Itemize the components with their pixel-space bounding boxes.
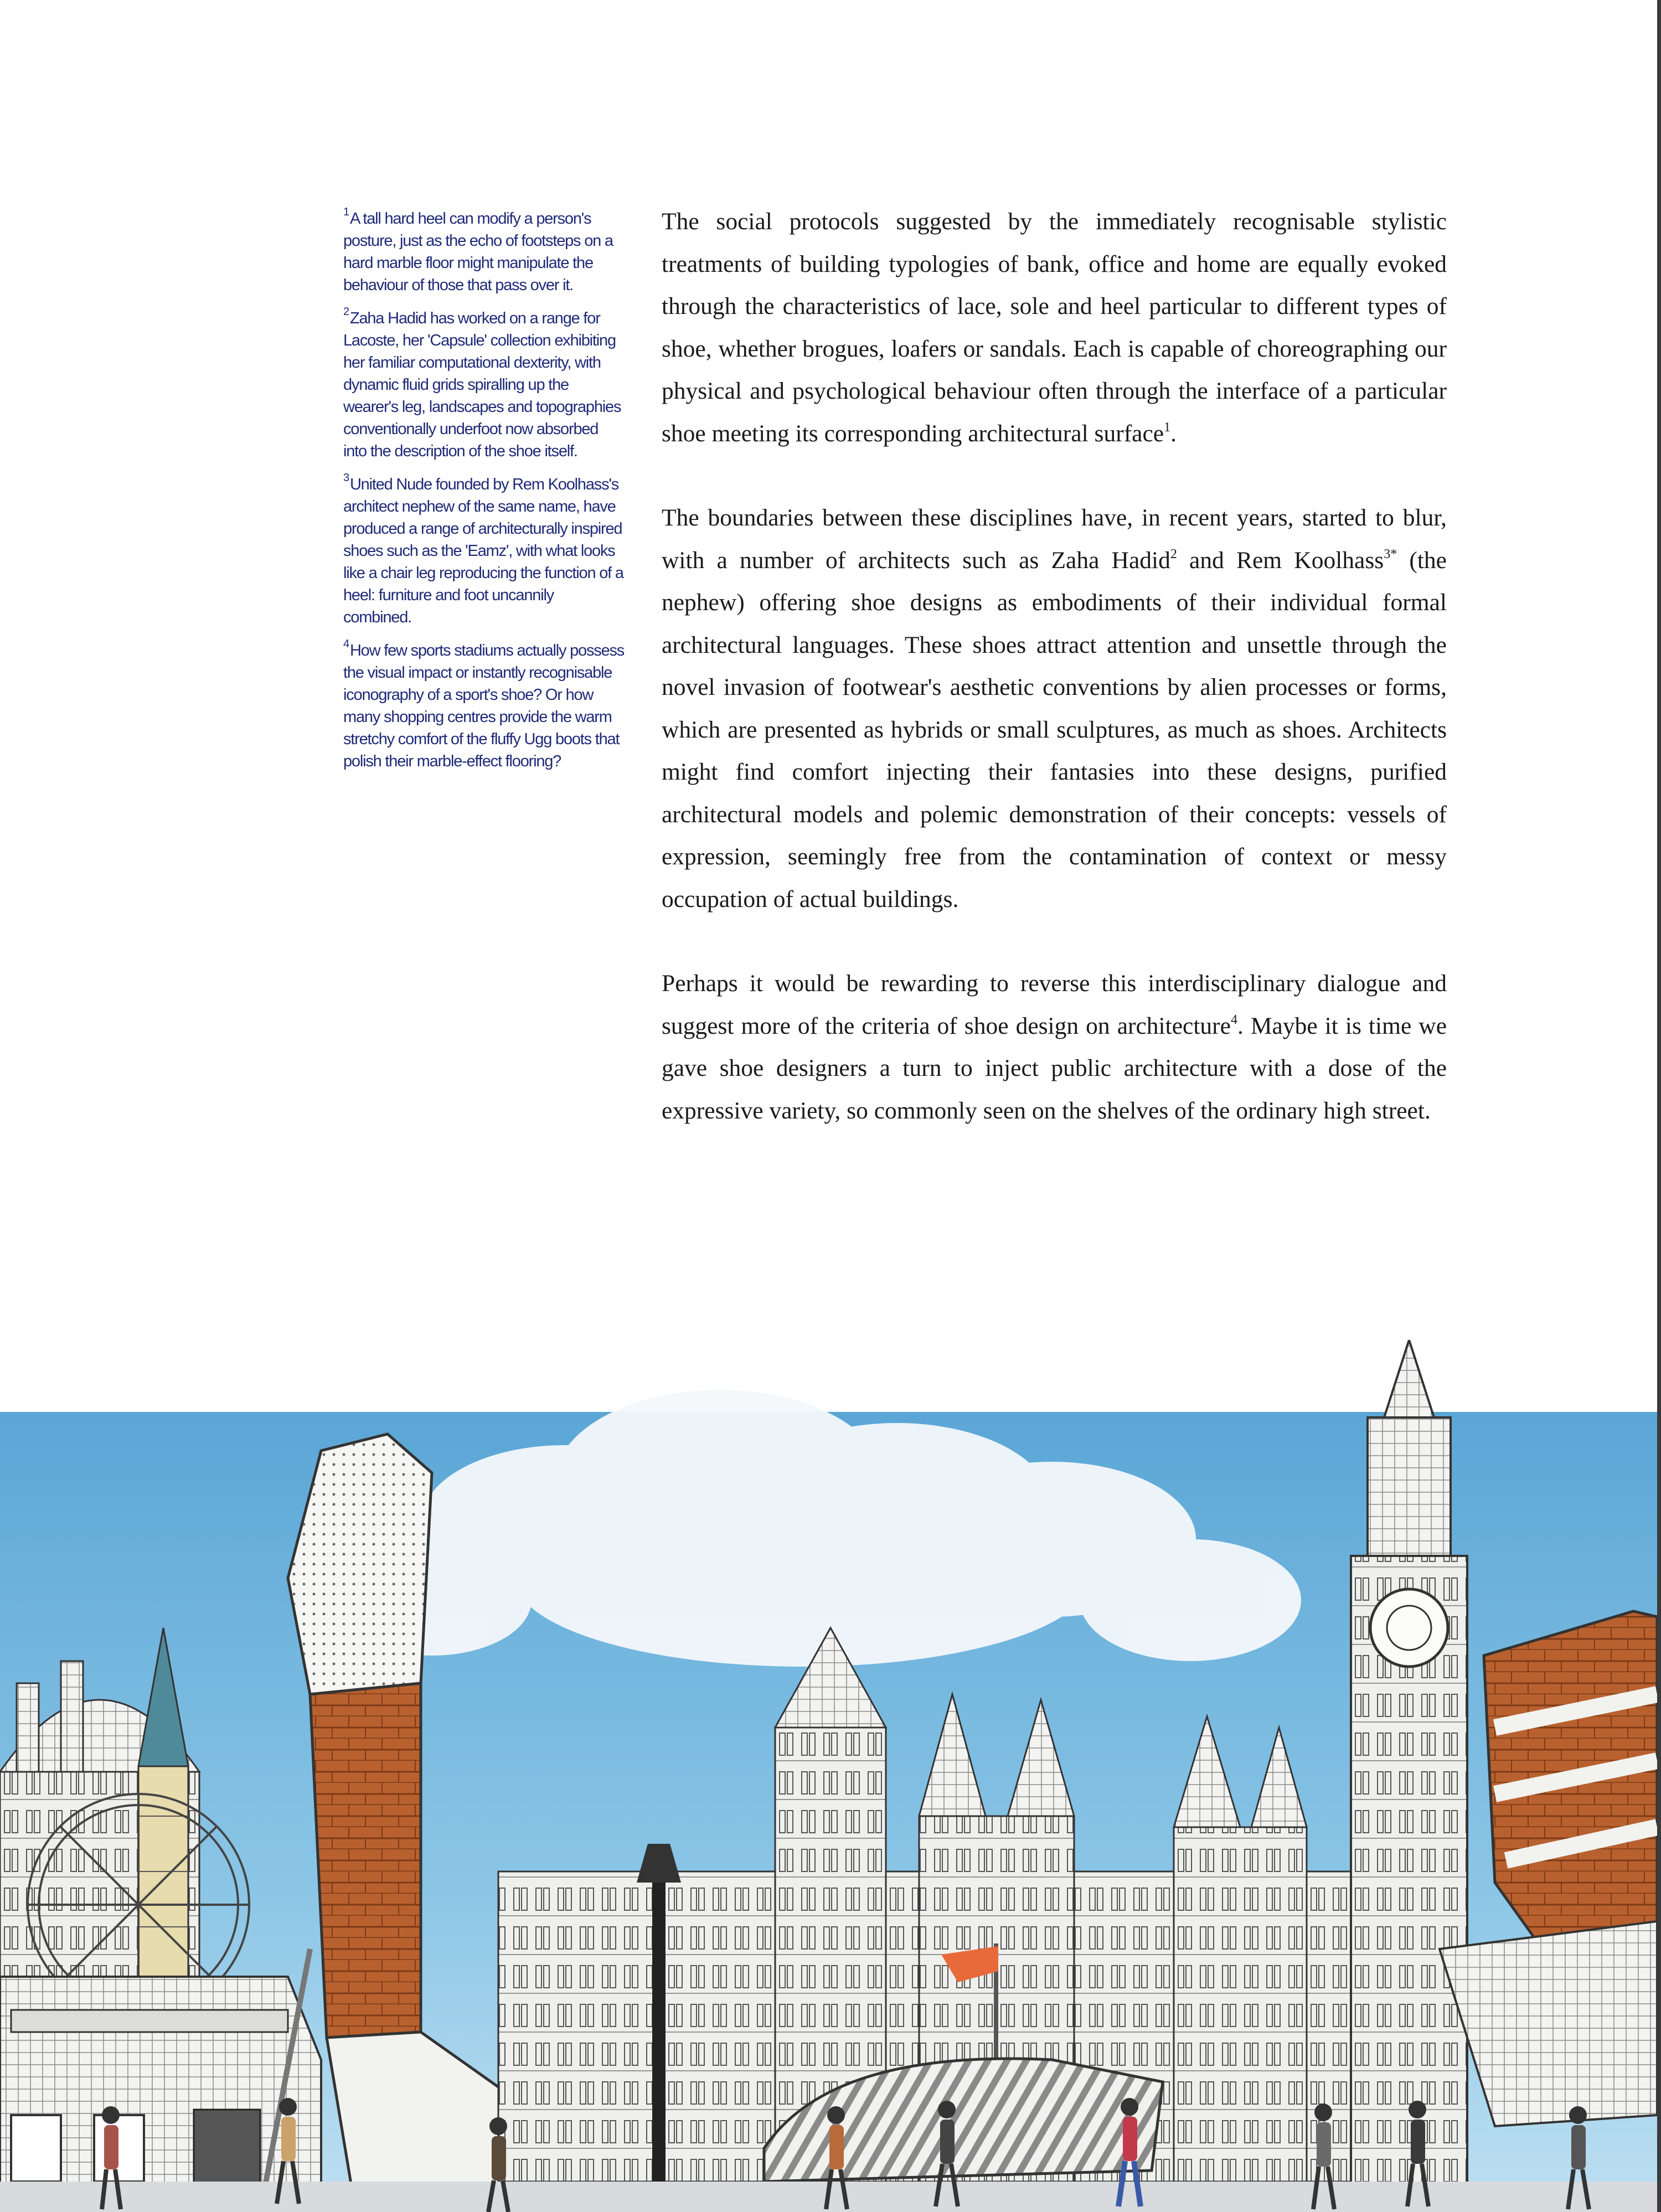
footnote-4 bbox=[343, 640, 625, 772]
footnote-ref: 1 bbox=[1164, 420, 1171, 435]
footnote-ref: 2 bbox=[1170, 547, 1177, 561]
handbag-building bbox=[0, 1977, 321, 2212]
footnote-text: Zaha Hadid has worked on a range for Lacoste, her 'Capsule' collection exhibiting her familiar computational dexterity, with dynamic fluid grids spiralling up the wearer's leg, landscapes and topographies conventionally underfoot now absorbed into the description of the shoe itself. bbox=[343, 310, 621, 460]
footnote-number: 3 bbox=[343, 472, 349, 484]
footnote-number: 1 bbox=[343, 206, 349, 219]
footnote-ref: 4 bbox=[1230, 1013, 1237, 1027]
footnote-text: A tall hard heel can modify a person's posture, just as the echo of footsteps on a hard marble floor might manipulate the behaviour of those that pass over it. bbox=[343, 210, 613, 294]
main-body-text bbox=[662, 200, 1447, 1174]
footnote-1 bbox=[343, 208, 625, 296]
paragraph-text-end: . bbox=[1170, 420, 1177, 447]
paragraph-text: The social protocols suggested by the immediately recognisable stylistic treatments of building typologies of bank, office and home are equally evoked through the characteristics of lace, sole and heel particular to different types of shoe, whether brogues, loafers or sandals. Each is capable of choreographing our physical and psychological behaviour often through the interface of a particular shoe meeting its corresponding architectural surface bbox=[662, 208, 1447, 447]
paragraph-text: (the nephew) offering shoe designs as embodiments of their individual formal architectural languages. These shoes attract attention and unsettle through the novel invasion of footwear's aesthetic conventions by alien processes or forms, which are presented as hybrids or small sculptures, as much as shoes. Architects might find comfort injecting their fantasies into these designs, purified architectural models and polemic demonstration of their concepts: vessels of expression, seemingly free from the contamination of context or messy occupation of actual buildings. bbox=[662, 546, 1447, 912]
footnote-ref: 3* bbox=[1384, 547, 1397, 561]
paragraph-text: The boundaries between these disciplines have, in recent years, started to blur, with a number of architects such as Zaha Hadid bbox=[662, 504, 1447, 574]
footnote-number: 4 bbox=[343, 638, 349, 651]
page-edge bbox=[1657, 0, 1661, 2212]
footnote-text: How few sports stadiums actually possess the visual impact or instantly recognisable iconography of a sport's shoe? Or how many shopping centres provide the warm stretchy comfort of the fluffy Ugg boots that polish their marble-effect flooring? bbox=[343, 642, 625, 770]
footnote-3 bbox=[343, 473, 625, 628]
footnote-2 bbox=[343, 307, 625, 462]
footnote-text: United Nude founded by Rem Koolhass's architect nephew of the same name, have produced a range of architecturally inspired shoes such as the 'Eamz', with what looks like a chair leg reproducing the function of a heel: furniture and foot uncannily combined. bbox=[343, 476, 623, 626]
big-ben bbox=[1351, 1340, 1467, 2193]
paragraph-text: . Maybe it is time we gave shoe designers a turn to inject public architecture with a dose of the expressive variety, so commonly seen on the shelves of the ordinary high street. bbox=[662, 1012, 1447, 1124]
footnotes-column bbox=[343, 208, 625, 783]
paragraph-1 bbox=[662, 200, 1447, 455]
paragraph-text: and Rem Koolhass bbox=[1177, 546, 1384, 574]
paragraph-3 bbox=[662, 962, 1447, 1132]
paragraph-2 bbox=[662, 497, 1447, 920]
paragraph-text: Perhaps it would be rewarding to reverse this interdisciplinary dialogue and suggest more of the criteria of shoe design on architecture bbox=[662, 970, 1447, 1039]
london-shoe-skyline-illustration bbox=[0, 1340, 1657, 2212]
footnote-number: 2 bbox=[343, 306, 349, 318]
